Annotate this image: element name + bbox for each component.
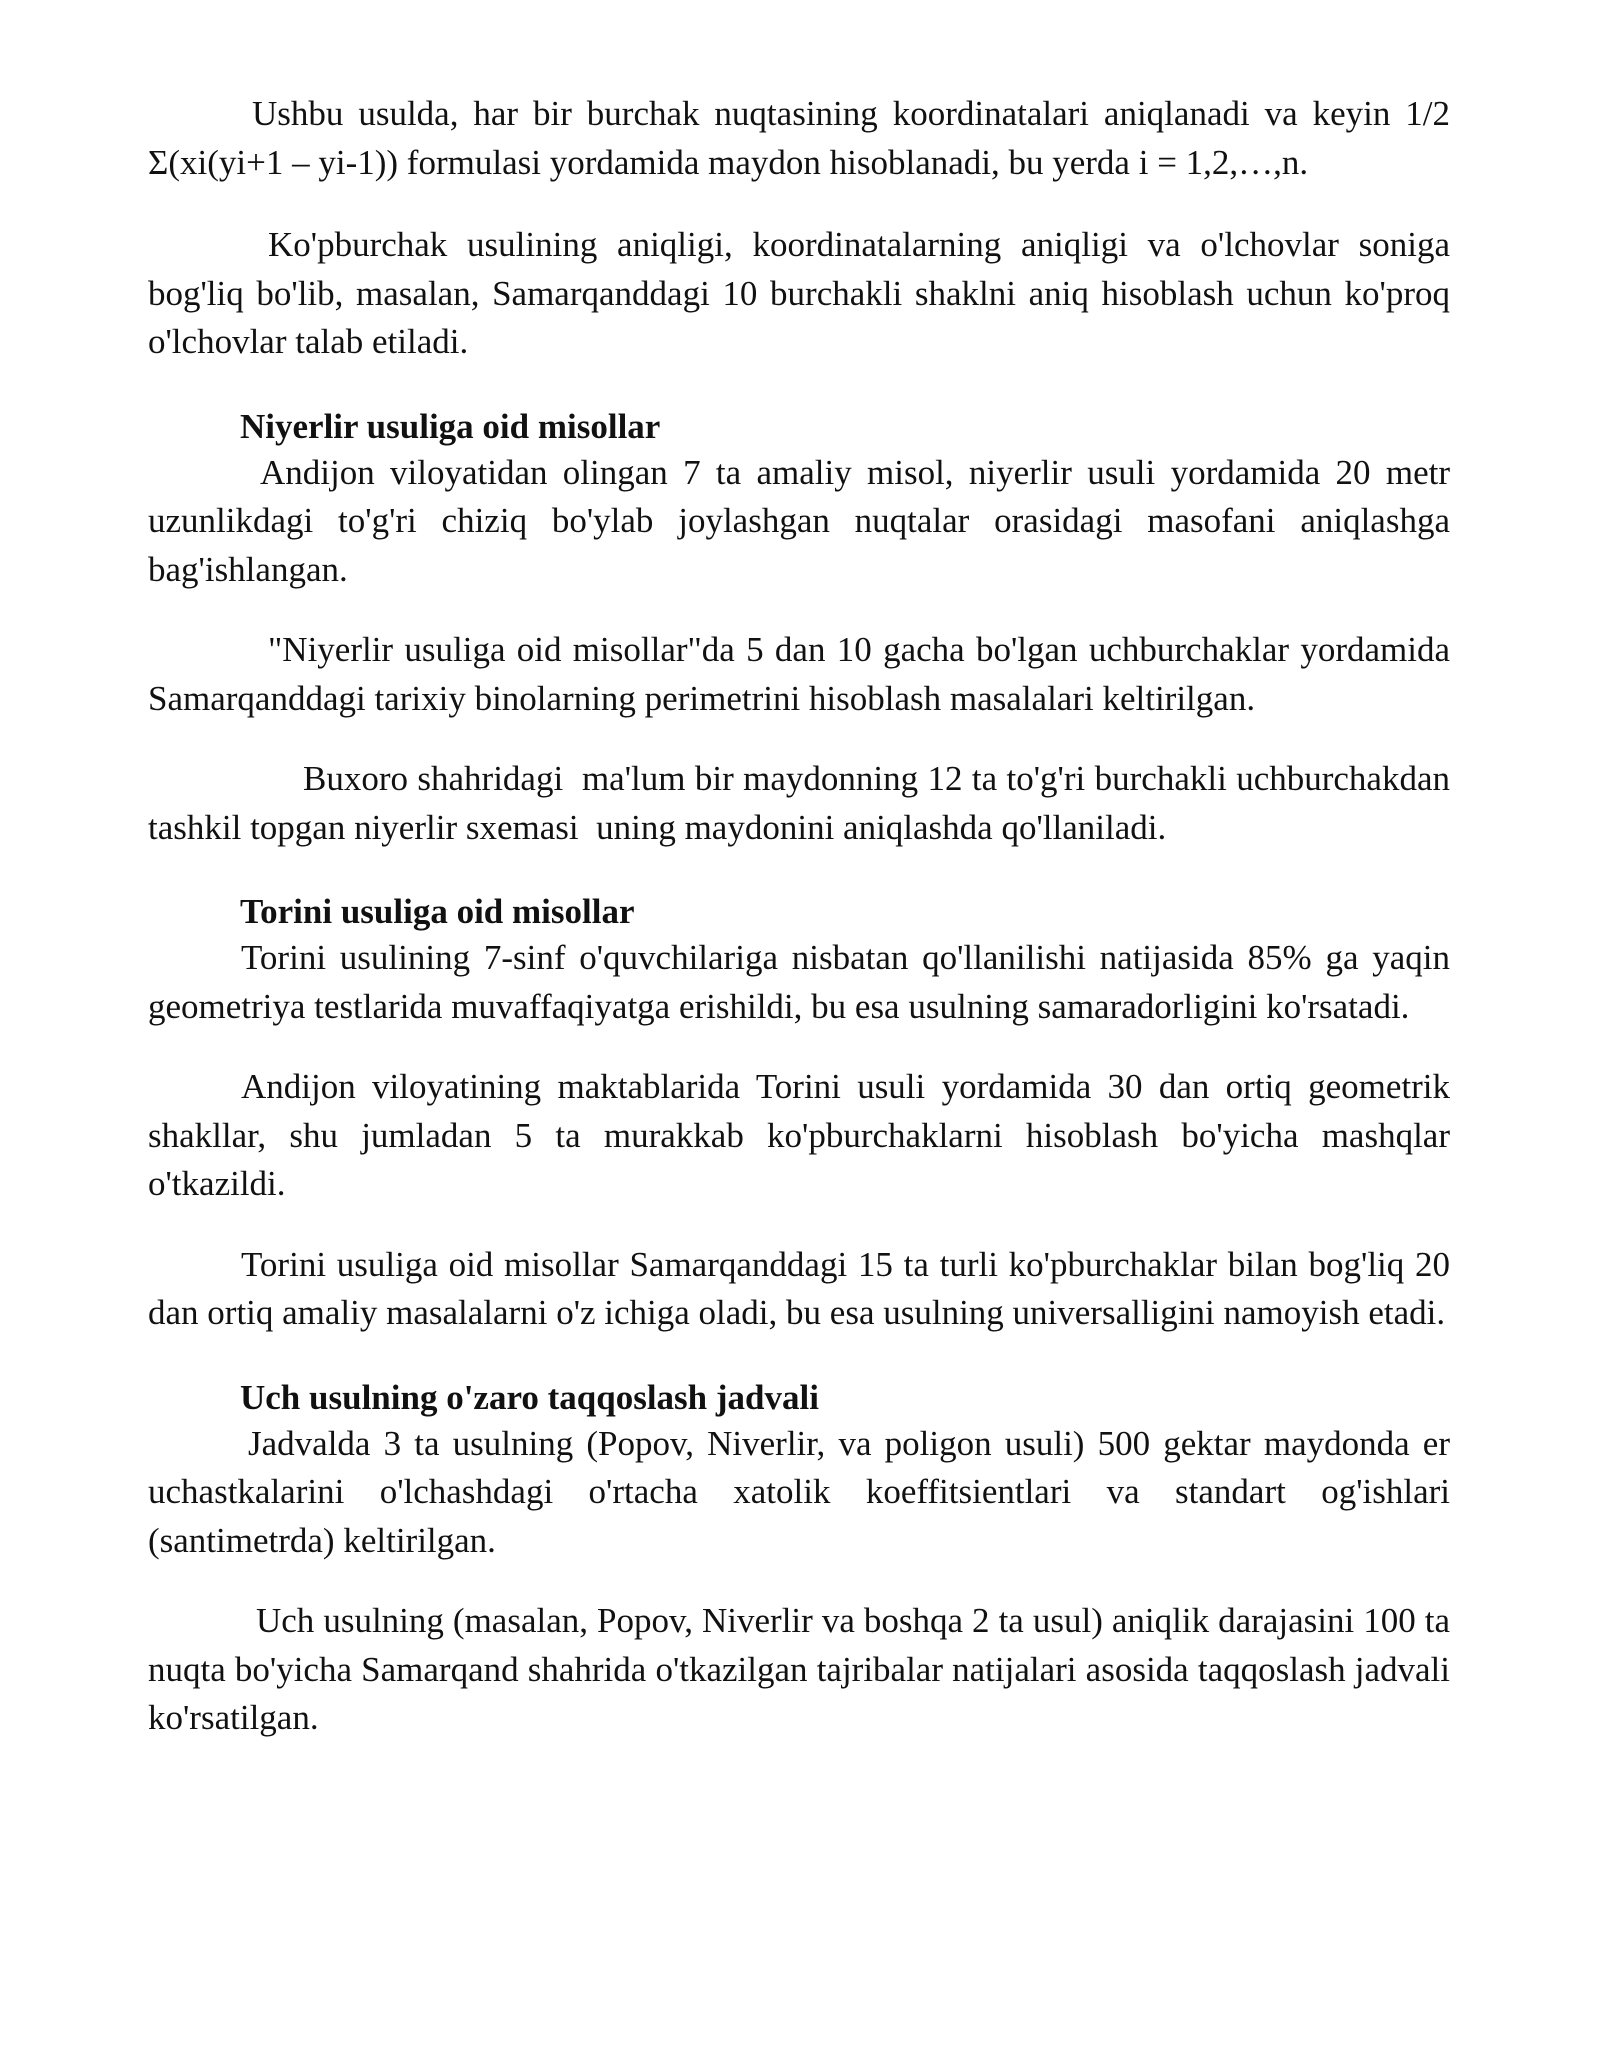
- paragraph-torini-results: Torini usulining 7-sinf o'quvchilariga nisbatan qo'llanilishi natijasida 85% ga yaqin geometriya testlarida muvaffaqiyatga erishildi, bu esa usulning samaradorligini ko'rsatadi.: [148, 938, 1450, 1026]
- paragraph-table-description: Jadvalda 3 ta usulning (Popov, Niverlir, va poligon usuli) 500 gektar maydonda er uchastkalarini o'lchashdagi o'rtacha xatolik koeffitsientlari va standart og'ishlari (santimetrda) keltirilgan.: [148, 1423, 1450, 1560]
- paragraph-accuracy-comparison: Uch usulning (masalan, Popov, Niverlir va boshqa 2 ta usul) aniqlik darajasini 100 ta nuqta bo'yicha Samarqand shahrida o'tkazilgan tajribalar natijalari asosida taqqoslash jadvali ko'rsatilgan.: [148, 1601, 1450, 1737]
- paragraph-andijon-examples: Andijon viloyatidan olingan 7 ta amaliy misol, niyerlir usuli yordamida 20 metr uzunlikdagi to'g'ri chiziq bo'ylab joylashgan nuqtalar orasidagi masofani aniqlashga bag'ishlangan.: [148, 452, 1450, 589]
- paragraph-buxoro-scheme: Buxoro shahridagi ma'lum bir maydonning 12 ta to'g'ri burchakli uchburchakdan tashkil topgan niyerlir sxemasi uning maydonini aniqlashda qo'llaniladi.: [148, 759, 1459, 847]
- heading-torini-examples: Torini usuliga oid misollar: [240, 892, 635, 931]
- paragraph-polygon-accuracy: Ko'pburchak usulining aniqligi, koordinatalarning aniqligi va o'lchovlar soniga bog'liq bo'lib, masalan, Samarqanddagi 10 burchakli shaklni aniq hisoblash uchun ko'proq o'lchovlar talab etiladi.: [148, 225, 1450, 361]
- paragraph-torini-universality: Torini usuliga oid misollar Samarqanddagi 15 ta turli ko'pburchaklar bilan bog'liq 20 dan ortiq amaliy masalalarni o'z ichiga oladi, bu esa usulning universalligini namoyish etadi.: [148, 1244, 1450, 1332]
- paragraph-polygon-formula: Ushbu usulda, har bir burchak nuqtasining koordinatalari aniqlanadi va keyin 1/2 Σ(xi(yi+1 – yi-1)) formulasi yordamida maydon hisoblanadi, bu yerda i = 1,2,…,n.: [148, 94, 1450, 182]
- document-page: [148, 90, 1459, 1743]
- heading-niyerlir-examples: Niyerlir usuliga oid misollar: [240, 406, 661, 446]
- paragraph-samarqand-perimeter: "Niyerlir usuliga oid misollar"da 5 dan 10 gacha bo'lgan uchburchaklar yordamida Samarqanddagi tarixiy binolarning perimetrini hisoblash masalalari keltirilgan.: [148, 630, 1450, 718]
- heading-comparison-table: Uch usulning o'zaro taqqoslash jadvali: [240, 1377, 819, 1417]
- paragraph-andijon-schools: Andijon viloyatining maktablarida Torini usuli yordamida 30 dan ortiq geometrik shakllar, shu jumladan 5 ta murakkab ko'pburchaklarni hisoblash bo'yicha mashqlar o'tkazildi.: [148, 1067, 1450, 1203]
